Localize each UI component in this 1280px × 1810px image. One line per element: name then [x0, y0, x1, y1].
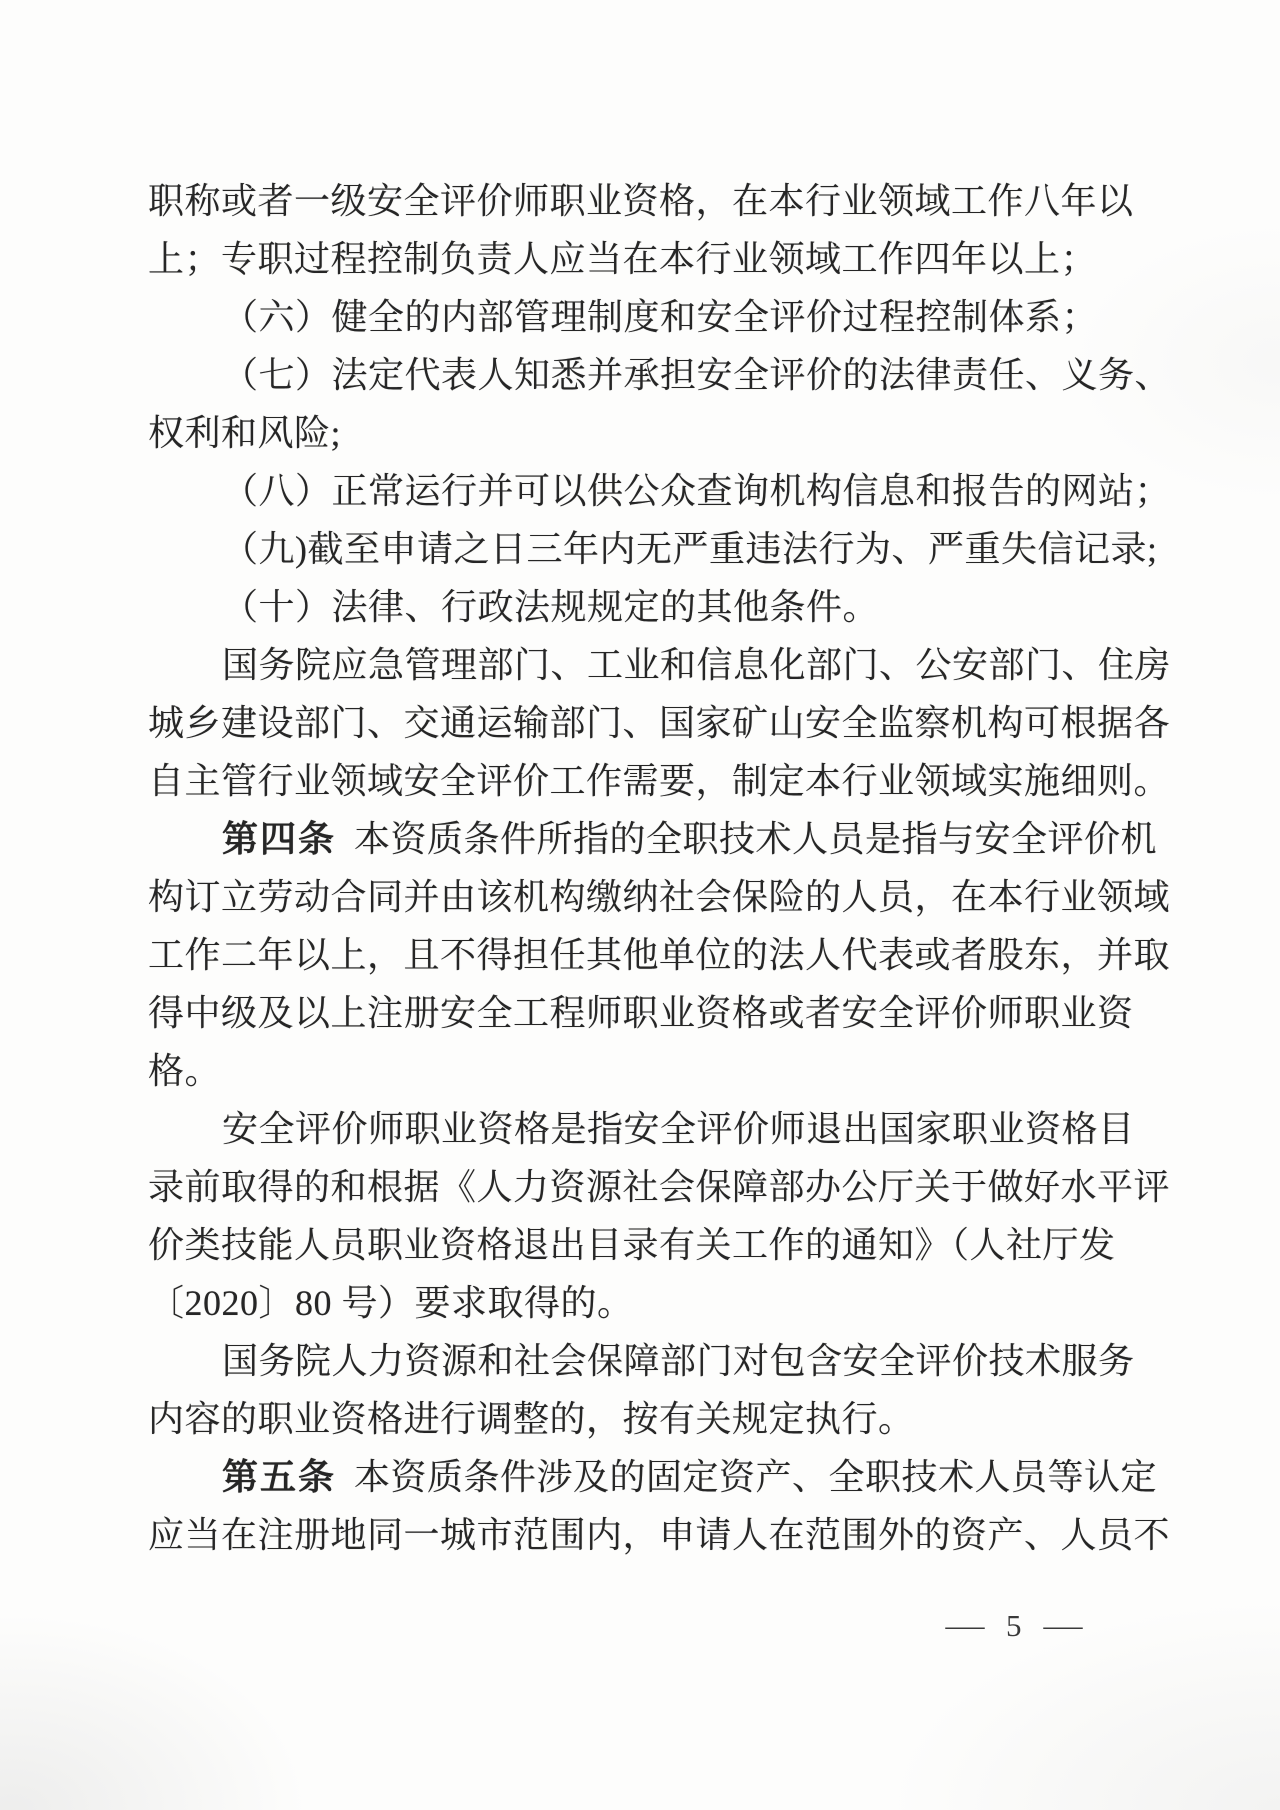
text-line — [148, 694, 1171, 752]
text-line — [148, 172, 1140, 230]
line-text: 权利和风险; — [148, 413, 342, 453]
line-text: 录前取得的和根据《人力资源社会保障部办公厅关于做好水平评 — [148, 1167, 1171, 1207]
line-text: 上；专职过程控制负责人应当在本行业领域工作四年以上； — [148, 239, 1098, 279]
line-text: 价类技能人员职业资格退出目录有关工作的通知》（人社厅发 — [148, 1225, 1116, 1265]
line-text: 〔2020〕80 号）要求取得的。 — [148, 1283, 634, 1323]
text-line — [148, 578, 1140, 636]
text-line — [148, 288, 1140, 346]
text-line — [148, 520, 1158, 578]
text-line — [148, 462, 1172, 520]
page-footer — [945, 1608, 1082, 1644]
line-text: 本资质条件涉及的固定资产、全职技术人员等认定 — [354, 1457, 1158, 1497]
article-number: 第五条 — [222, 1457, 337, 1497]
text-line — [148, 1100, 1140, 1158]
text-line — [148, 1448, 1158, 1506]
line-text: 构订立劳动合同并由该机构缴纳社会保险的人员，在本行业领域 — [148, 877, 1171, 917]
text-line — [148, 1390, 1140, 1448]
line-text: （六）健全的内部管理制度和安全评价过程控制体系； — [222, 297, 1099, 337]
text-line — [148, 404, 1140, 462]
text-line — [148, 1216, 1140, 1274]
footer-dash-right: — — [1043, 1609, 1082, 1642]
line-text: 内容的职业资格进行调整的，按有关规定执行。 — [148, 1399, 915, 1439]
line-text: 自主管行业领域安全评价工作需要，制定本行业领域实施细则。 — [148, 761, 1171, 801]
line-text: 城乡建设部门、交通运输部门、国家矿山安全监察机构可根据各 — [148, 703, 1171, 743]
text-line — [148, 1506, 1171, 1564]
text-line — [148, 1158, 1171, 1216]
text-line — [148, 1274, 1140, 1332]
line-text: 国务院人力资源和社会保障部门对包含安全评价技术服务 — [222, 1341, 1135, 1381]
text-line — [148, 926, 1171, 984]
text-line — [148, 346, 1172, 404]
text-line — [148, 810, 1158, 868]
text-line — [148, 984, 1140, 1042]
line-text: （十）法律、行政法规规定的其他条件。 — [222, 587, 880, 627]
text-line — [148, 1332, 1140, 1390]
text-line — [148, 1042, 1140, 1100]
footer-dash-left: — — [945, 1609, 985, 1642]
line-text: （八）正常运行并可以供公众查询机构信息和报告的网站； — [222, 471, 1172, 511]
text-line — [148, 752, 1171, 810]
line-text: 格。 — [148, 1051, 222, 1091]
line-text: 本资质条件所指的全职技术人员是指与安全评价机 — [354, 819, 1158, 859]
text-line — [148, 868, 1171, 926]
line-text: （九)截至申请之日三年内无严重违法行为、严重失信记录; — [222, 529, 1158, 569]
line-text: 安全评价师职业资格是指安全评价师退出国家职业资格目 — [222, 1109, 1135, 1149]
page-number: 5 — [1006, 1608, 1022, 1643]
line-text: 职称或者一级安全评价师职业资格，在本行业领域工作八年以 — [148, 181, 1134, 221]
text-line — [148, 636, 1172, 694]
line-text: 应当在注册地同一城市范围内，申请人在范围外的资产、人员不 — [148, 1515, 1171, 1555]
article-number: 第四条 — [222, 819, 337, 859]
text-line — [148, 230, 1140, 288]
line-text: 国务院应急管理部门、工业和信息化部门、公安部门、住房 — [222, 645, 1172, 685]
line-text: 工作二年以上，且不得担任其他单位的法人代表或者股东，并取 — [148, 935, 1171, 975]
document-lines — [148, 172, 1172, 1564]
line-text: 得中级及以上注册安全工程师职业资格或者安全评价师职业资 — [148, 993, 1134, 1033]
line-text: （七）法定代表人知悉并承担安全评价的法律责任、义务、 — [222, 355, 1172, 395]
